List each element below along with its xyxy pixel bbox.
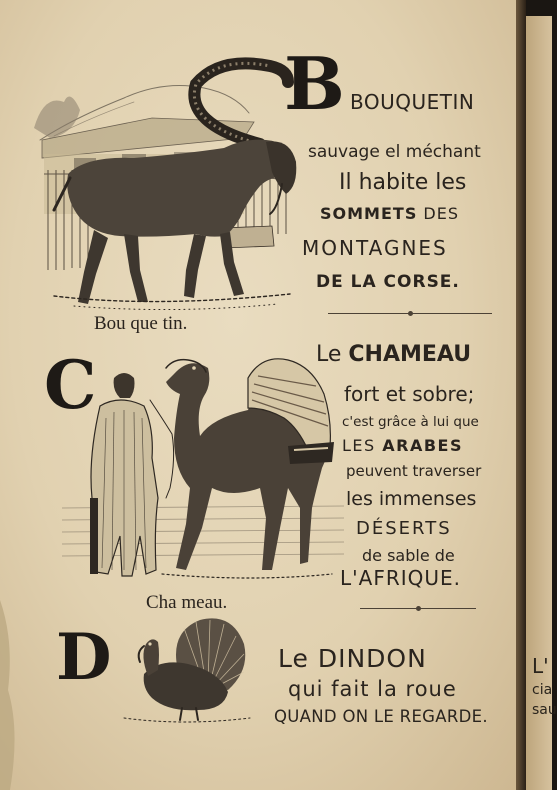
text-line-c4: peuvent traverser [346, 462, 482, 480]
text-line-c1: fort et sobre; [344, 382, 475, 406]
caption-chameau: Cha meau. [146, 592, 228, 613]
chameau-article: Le [316, 342, 349, 367]
text-line-b4: MONTAGNES [302, 236, 448, 260]
text-line-c7: de sable de [362, 546, 455, 565]
text-line-c5: les immenses [346, 488, 477, 510]
book-gutter [516, 0, 526, 790]
camel-and-arab-illustration [62, 338, 344, 602]
sommets-word: SOMMETS [320, 204, 418, 223]
dindon-title [278, 644, 427, 673]
text-line-c6: DÉSERTS [356, 518, 452, 539]
arabes-word: ARABES [382, 436, 463, 455]
text-line-d1: qui fait la roue [288, 677, 457, 701]
section-divider-2 [360, 608, 476, 609]
caption-bouquetin: Bou que tin. [94, 313, 188, 334]
turkey-illustration [124, 614, 250, 724]
text-line-b5: DE LA CORSE. [316, 272, 460, 292]
text-line-c8: L'AFRIQUE. [340, 566, 461, 590]
des-word: DES [417, 204, 460, 223]
section-divider-1 [328, 313, 492, 314]
dindon-article: Le [278, 644, 318, 673]
drop-cap-d: D [56, 620, 112, 695]
chameau-title [316, 342, 471, 367]
text-line-c3 [342, 436, 463, 455]
dindon-word: DINDON [317, 644, 427, 673]
facing-page-fragment-2: cia [532, 682, 553, 698]
facing-page-fragment-3: sau [532, 702, 557, 718]
text-line-d2: QUAND ON LE REGARDE. [274, 707, 488, 726]
ibex-illustration [34, 58, 300, 318]
text-line-b2: Il habite les [339, 170, 467, 195]
text-line-b3 [320, 204, 459, 223]
facing-page-fragment-1: L' [532, 654, 549, 678]
facing-page-edge [526, 16, 557, 790]
chameau-word: CHAMEAU [348, 342, 472, 367]
drop-cap-b: B [284, 41, 345, 126]
text-line-c2: c'est grâce à lui que [342, 414, 479, 430]
bouquetin-title: BOUQUETIN [350, 90, 475, 114]
text-line-b1: sauvage el méchant [308, 142, 481, 162]
torn-corner [0, 600, 40, 790]
drop-cap-c: C [44, 346, 97, 424]
les-word: LES [342, 436, 383, 455]
